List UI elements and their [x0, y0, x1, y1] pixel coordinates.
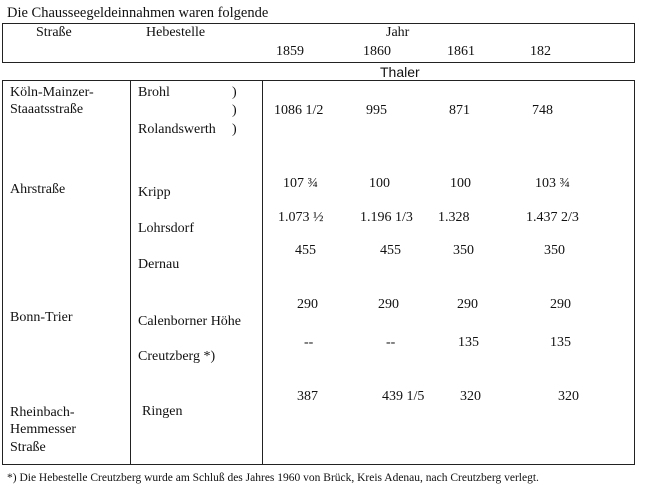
value-creutzberg-1860: --: [386, 335, 396, 350]
street-rheinbach-line1: Rheinbach-: [10, 405, 75, 420]
station-calenborner-hoehe: Calenborner Höhe: [138, 314, 242, 329]
column-header-street: Straße: [36, 25, 72, 40]
value-lohrsdorf-1862: 1.437 2/3: [526, 210, 579, 225]
street-koeln-line1: Köln-Mainzer-: [10, 85, 94, 100]
bracket: ): [232, 122, 237, 137]
value-kripp-1862: 103 ¾: [535, 176, 570, 191]
value-creutzberg-1861: 135: [458, 335, 479, 350]
year-1861: 1861: [447, 44, 475, 59]
value-dernau-1860: 455: [380, 243, 401, 258]
value-kripp-1859: 107 ¾: [283, 176, 318, 191]
year-1860: 1860: [363, 44, 391, 59]
table-caption: Die Chausseegeldeinnahmen waren folgende: [7, 5, 269, 21]
bracket: ): [232, 85, 237, 100]
column-header-year: Jahr: [386, 25, 410, 40]
station-lohrsdorf: Lohrsdorf: [138, 221, 194, 236]
value-ringen-1862: 320: [558, 389, 579, 404]
value-creutzberg-1862: 135: [550, 335, 571, 350]
value-lohrsdorf-1861: 1.328: [438, 210, 470, 225]
value-dernau-1859: 455: [295, 243, 316, 258]
value-koeln-1860: 995: [366, 103, 387, 118]
value-calenborn-1861: 290: [457, 297, 478, 312]
value-ringen-1860: 439 1/5: [382, 389, 425, 404]
street-bonn-trier: Bonn-Trier: [10, 310, 73, 325]
value-lohrsdorf-1859: 1.073 ½: [278, 210, 324, 225]
value-dernau-1861: 350: [453, 243, 474, 258]
value-koeln-1861: 871: [449, 103, 470, 118]
value-kripp-1860: 100: [369, 176, 390, 191]
value-koeln-1859: 1086 1/2: [274, 103, 324, 118]
street-rheinbach-line3: Straße: [10, 440, 46, 455]
value-calenborn-1860: 290: [378, 297, 399, 312]
value-calenborn-1859: 290: [297, 297, 318, 312]
column-header-station: Hebestelle: [146, 25, 206, 40]
column-divider: [130, 80, 131, 465]
value-calenborn-1862: 290: [550, 297, 571, 312]
unit-label: Thaler: [380, 64, 420, 80]
value-dernau-1862: 350: [544, 243, 565, 258]
station-ringen: Ringen: [142, 404, 183, 419]
value-ringen-1859: 387: [297, 389, 318, 404]
station-kripp: Kripp: [138, 185, 171, 200]
year-1862: 182: [530, 44, 551, 59]
table-body-box: [2, 80, 635, 465]
street-koeln-line2: Staaatsstraße: [10, 102, 84, 117]
year-1859: 1859: [276, 44, 304, 59]
street-ahr: Ahrstraße: [10, 182, 66, 197]
street-rheinbach-line2: Hemmesser: [10, 422, 77, 437]
value-creutzberg-1859: --: [304, 335, 314, 350]
station-dernau: Dernau: [138, 257, 180, 272]
value-koeln-1862: 748: [532, 103, 553, 118]
value-ringen-1861: 320: [460, 389, 481, 404]
station-creutzberg: Creutzberg *): [138, 349, 216, 364]
footnote: *) Die Hebestelle Creutzberg wurde am Schluß des Jahres 1960 von Brück, Kreis Adenau, nach Creutzberg verlegt.: [7, 472, 539, 484]
station-brohl: Brohl: [138, 85, 170, 100]
value-lohrsdorf-1860: 1.196 1/3: [360, 210, 413, 225]
value-kripp-1861: 100: [450, 176, 471, 191]
bracket: ): [232, 103, 237, 118]
station-rolandswerth: Rolandswerth: [138, 122, 216, 137]
column-divider: [262, 80, 263, 465]
